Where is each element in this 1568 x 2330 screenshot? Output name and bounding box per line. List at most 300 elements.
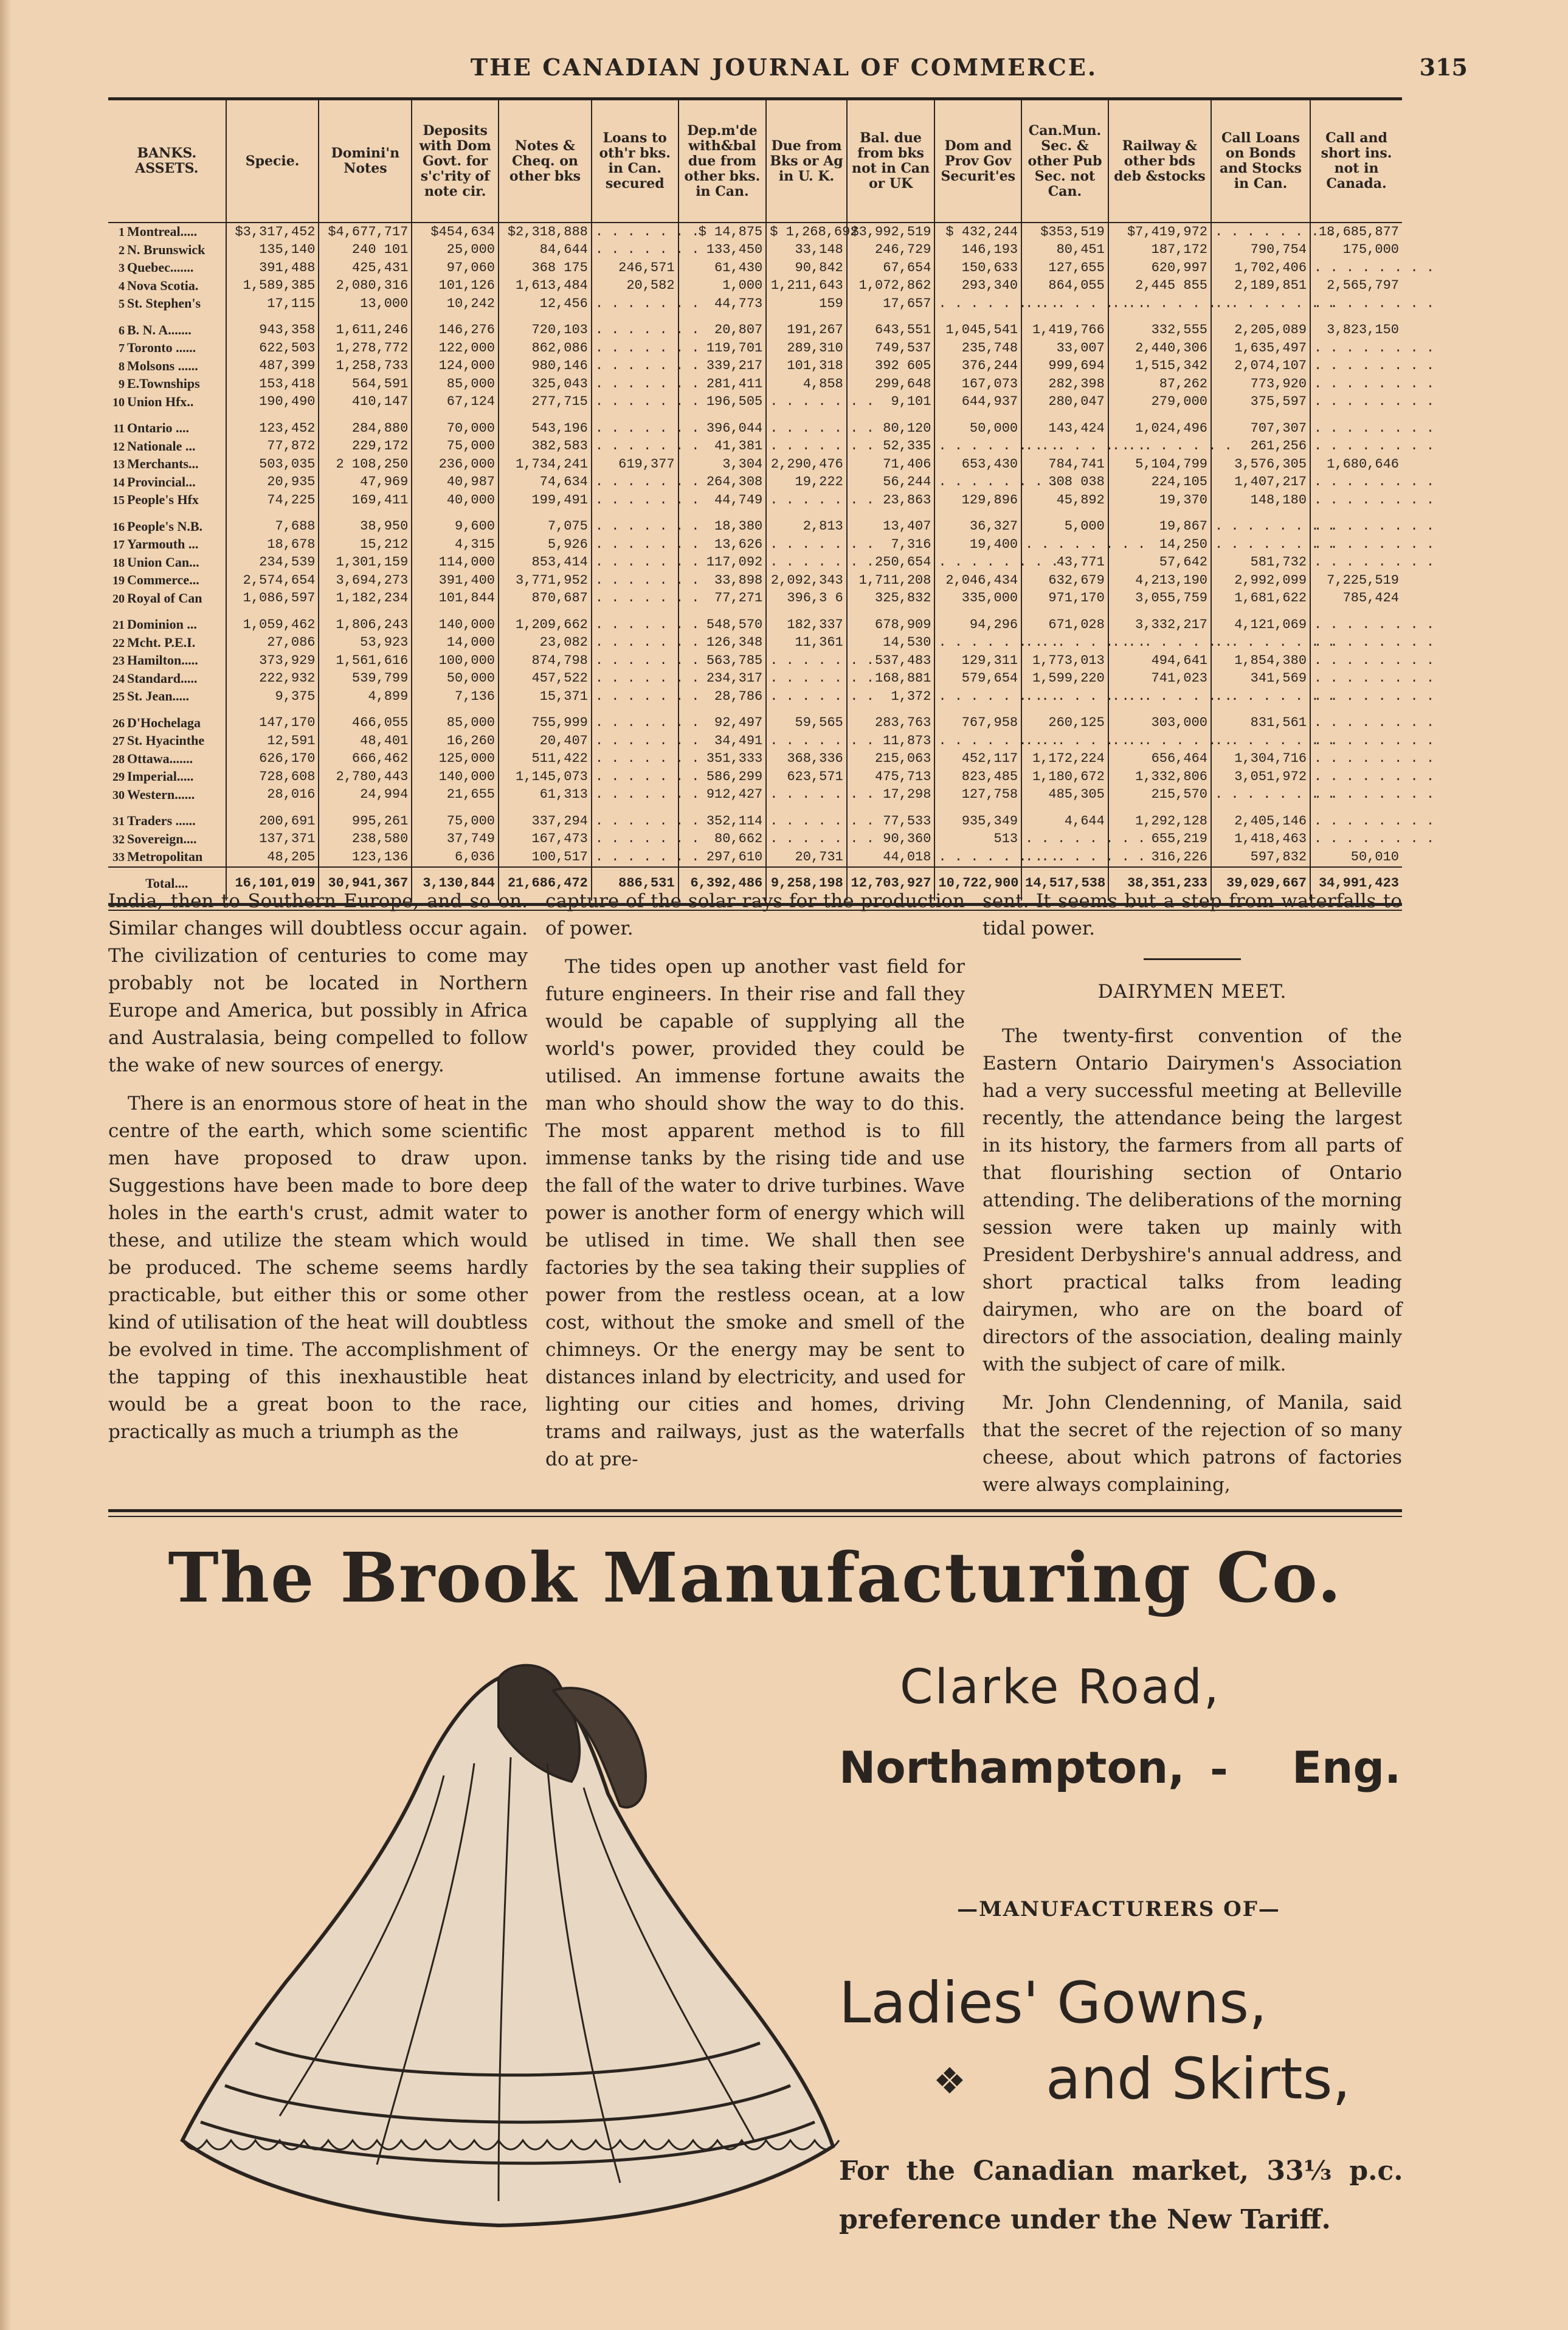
value-cell: 563,785 [679,652,767,670]
value-cell: 125,000 [412,750,499,769]
row-number: 18 [112,556,125,570]
col3-para-2: Mr. John Clendenning, of Manila, said that the secret of the rejection of so many cheese, about which patrons of factories were always complaining, [983,1392,1402,1496]
value-cell: 229,172 [319,438,412,456]
value-cell: 3,694,273 [319,572,412,590]
value-cell: . . . . . . . [592,590,679,608]
value-cell: 579,654 [934,670,1021,688]
value-cell: . . . . . . . [766,411,846,438]
value-cell: 40,000 [412,491,499,510]
value-cell: . . . . . . . . [1108,295,1211,313]
row-number: 15 [112,494,125,507]
value-cell: 123,136 [319,848,412,867]
bank-name-cell [108,607,226,634]
value-cell: 3,051,972 [1211,768,1310,786]
row-number: 1 [119,226,125,239]
value-cell: 5,104,799 [1108,455,1211,474]
ad-product-gowns: Ladies' Gowns, [839,1970,1267,2036]
value-cell: 457,522 [499,670,592,688]
value-cell: 1,304,716 [1211,750,1310,769]
value-cell: 475,713 [847,768,935,786]
value-cell: 44,773 [679,295,767,313]
value-cell: 2,092,343 [766,572,846,590]
value-cell: 123,452 [226,411,319,438]
value-cell: 503,035 [226,455,319,474]
value-cell: 335,000 [934,590,1021,608]
value-cell: 2,405,146 [1211,804,1310,831]
value-cell: . . . . . . . [592,313,679,340]
value-cell: 9,375 [226,688,319,706]
row-number: 8 [119,359,125,373]
bank-name: St. Jean..... [127,688,190,703]
value-cell: 222,932 [226,670,319,688]
column-header: Call and short ins. not in Canada. [1310,100,1402,223]
value-cell: 853,414 [499,554,592,572]
value-cell: 21,655 [412,786,499,804]
value-cell: 277,715 [499,393,592,412]
value-cell: 126,348 [679,634,767,652]
value-cell: 234,539 [226,554,319,572]
value-cell: 169,411 [319,491,412,510]
value-cell: 1,854,380 [1211,652,1310,670]
value-cell: . . . . . . . . [934,474,1021,492]
value-cell: 75,000 [412,804,499,831]
value-cell: 199,491 [499,491,592,510]
value-cell: 487,399 [226,358,319,376]
table-row [108,848,1402,867]
value-cell: . . . . . . . . [934,688,1021,706]
row-number: 25 [112,690,125,703]
table-row [108,277,1402,296]
bank-name: E.Townships [127,376,200,391]
bank-name: Ottawa....... [127,750,193,766]
column-header: Bal. due from bks not in Can or UK [847,100,935,223]
value-cell: . . . . . . . . [1310,706,1402,733]
value-cell: 943,358 [226,313,319,340]
value-cell: 1,059,462 [226,607,319,634]
bank-name-cell [108,848,226,867]
value-cell: 175,000 [1310,241,1402,260]
column-1 [108,888,528,1457]
value-cell: 75,000 [412,438,499,456]
value-cell: . . . . . . . . [1021,536,1108,554]
value-cell: 671,028 [1021,607,1108,634]
value-cell: 114,000 [412,554,499,572]
value-cell: 1,332,806 [1108,768,1211,786]
value-cell: . . . . . . . [592,607,679,634]
value-cell: 1,734,241 [499,455,592,474]
value-cell: 18,678 [226,536,319,554]
row-number: 7 [119,342,125,355]
value-cell: 410,147 [319,393,412,412]
value-cell: 1,182,234 [319,590,412,608]
bank-name: Royal of Can [127,590,202,606]
value-cell: 50,000 [412,670,499,688]
bank-name: B. N. A....... [127,322,192,337]
value-cell: 980,146 [499,358,592,376]
value-cell: 53,923 [319,634,412,652]
value-cell: 167,473 [499,831,592,849]
bank-name-cell [108,634,226,652]
value-cell: 196,505 [679,393,767,412]
column-header: Dom and Prov Gov Securit'es [934,100,1021,223]
value-cell: 586,299 [679,768,767,786]
value-cell: 94,296 [934,607,1021,634]
row-number: 10 [112,395,125,409]
value-cell: 325,043 [499,375,592,393]
row-number: 30 [112,788,125,802]
bank-name-cell [108,223,226,241]
total-cell: 34,991,423 [1310,867,1402,901]
row-number: 32 [112,832,125,846]
section-heading: DAIRYMEN MEET. [1097,981,1287,1003]
value-cell: . . . . . . . . [1310,259,1402,277]
total-cell: 886,531 [592,867,679,901]
total-cell: 21,686,472 [499,867,592,901]
bank-name: Mcht. P.E.I. [127,634,196,650]
value-cell: 741,023 [1108,670,1211,688]
value-cell: 293,340 [934,277,1021,296]
table-row [108,295,1402,313]
value-cell: 325,832 [847,590,935,608]
value-cell: 912,427 [679,786,767,804]
value-cell: 2,574,654 [226,572,319,590]
value-cell: 375,597 [1211,393,1310,412]
value-cell: 140,000 [412,607,499,634]
bank-name: Molsons ...... [127,358,198,373]
value-cell: 2 108,250 [319,455,412,474]
bank-name-cell [108,455,226,474]
value-cell: . . . . . . . [592,339,679,358]
value-cell: . . . . . . . . [1310,393,1402,412]
value-cell: 127,758 [934,786,1021,804]
value-cell: 148,180 [1211,491,1310,510]
row-number: 28 [112,752,125,766]
bank-name-cell [108,510,226,536]
value-cell: 150,633 [934,259,1021,277]
value-cell: . . . . . . . . [1310,491,1402,510]
value-cell: 238,580 [319,831,412,849]
value-cell: 80,451 [1021,241,1108,260]
bank-name: Standard..... [127,670,198,686]
value-cell: 1,292,128 [1108,804,1211,831]
bank-name: D'Hochelaga [127,714,201,730]
value-cell: 153,418 [226,375,319,393]
table-row [108,634,1402,652]
value-cell: 2,205,089 [1211,313,1310,340]
ad-top-thin-rule [108,1516,1402,1517]
bank-name-cell [108,554,226,572]
value-cell: . . . . . . . . [934,732,1021,750]
value-cell: 19,222 [766,474,846,492]
value-cell: 643,551 [847,313,935,340]
value-cell: 870,687 [499,590,592,608]
value-cell: . . . . . . . . [1310,339,1402,358]
col2-para-1: capture of the solar rays for the production of power. [545,890,965,939]
value-cell: 77,533 [847,804,935,831]
value-cell: 1,209,662 [499,607,592,634]
value-cell: 537,483 [847,652,935,670]
value-cell: 34,491 [679,732,767,750]
value-cell: 101,126 [412,277,499,296]
value-cell: 1,407,217 [1211,474,1310,492]
value-cell: 2,074,107 [1211,358,1310,376]
value-cell: 548,570 [679,607,767,634]
value-cell: 129,311 [934,652,1021,670]
row-number: 9 [119,378,125,391]
value-cell: 280,047 [1021,393,1108,412]
value-cell: 38,950 [319,510,412,536]
table-row [108,358,1402,376]
value-cell: 790,754 [1211,241,1310,260]
value-cell: . . . . . . . [592,491,679,510]
value-cell: . . . . . . . . [1310,375,1402,393]
page-header [0,54,1568,90]
table-row [108,491,1402,510]
bank-name-cell [108,438,226,456]
col3-intro: sent. It seems but a step from waterfalls to tidal power. [983,890,1402,939]
value-cell: 864,055 [1021,277,1108,296]
value-cell: . . . . . . . [592,554,679,572]
value-cell: . . . . . . . . [1021,831,1108,849]
value-cell: 466,055 [319,706,412,733]
bank-name-cell [108,375,226,393]
value-cell: . . . . . . . . [1108,688,1211,706]
value-cell: . . . . . . . . [1211,223,1310,241]
bank-name-cell [108,277,226,296]
row-number: 24 [112,672,125,686]
value-cell: $ 432,244 [934,223,1021,241]
bank-name: Sovereign.... [127,831,197,846]
value-cell: 2,080,316 [319,277,412,296]
value-cell: 14,250 [1108,536,1211,554]
value-cell: 224,105 [1108,474,1211,492]
value-cell: . . . . . . . [592,786,679,804]
value-cell: 12,456 [499,295,592,313]
value-cell: 831,561 [1211,706,1310,733]
value-cell: 339,217 [679,358,767,376]
bank-name: St. Hyacinthe [127,733,205,748]
value-cell: 1,372 [847,688,935,706]
value-cell: 391,488 [226,259,319,277]
value-cell: 1,515,342 [1108,358,1211,376]
value-cell: 190,490 [226,393,319,412]
row-number: 13 [112,458,125,471]
value-cell: 999,694 [1021,358,1108,376]
value-cell: 299,648 [847,375,935,393]
value-cell: . . . . . . . [766,652,846,670]
table-row [108,768,1402,786]
value-cell: 16,260 [412,732,499,750]
value-cell: 4,121,069 [1211,607,1310,634]
value-cell: 100,000 [412,652,499,670]
bank-name-cell [108,831,226,849]
bank-name: People's N.B. [127,518,203,534]
value-cell: 767,958 [934,706,1021,733]
value-cell: . . . . . . . [766,670,846,688]
value-cell: 332,555 [1108,313,1211,340]
table-row [108,438,1402,456]
value-cell: $7,419,972 [1108,223,1211,241]
value-cell: 1,681,622 [1211,590,1310,608]
value-cell: . . . . . . . . [1310,607,1402,634]
value-cell: . . . . . . . . [934,295,1021,313]
value-cell: 11,361 [766,634,846,652]
value-cell: . . . . . . . . [1211,634,1310,652]
bank-name: Yarmouth ... [127,536,199,551]
value-cell: . . . . . . . [766,536,846,554]
value-cell: . . . . . . . . [1310,554,1402,572]
total-cell: 30,941,367 [319,867,412,901]
value-cell: 167,073 [934,375,1021,393]
bank-name: Ontario .... [127,420,190,435]
value-cell: 656,464 [1108,750,1211,769]
bank-name-cell [108,491,226,510]
value-cell: 23,863 [847,491,935,510]
row-number: 5 [119,297,125,311]
value-cell: 2,565,797 [1310,277,1402,296]
value-cell: 1,680,646 [1310,455,1402,474]
value-cell: . . . . . . . . [1310,358,1402,376]
value-cell: $454,634 [412,223,499,241]
value-cell: 1,278,772 [319,339,412,358]
value-cell: 279,000 [1108,393,1211,412]
value-cell: 337,294 [499,804,592,831]
value-cell: 749,537 [847,339,935,358]
bank-name: People's Hfx [127,492,199,507]
value-cell: 20,935 [226,474,319,492]
value-cell: 5,926 [499,536,592,554]
value-cell: 10,242 [412,295,499,313]
value-cell: . . . . . . . . [1021,848,1108,867]
value-cell: 50,010 [1310,848,1402,867]
value-cell: 191,267 [766,313,846,340]
value-cell: 119,701 [679,339,767,358]
row-number: 31 [112,815,125,828]
value-cell: . . . . . . . [592,688,679,706]
table-row [108,732,1402,750]
text-columns [108,888,1402,1496]
value-cell: . . . . . . . [766,831,846,849]
value-cell: 67,124 [412,393,499,412]
bank-name: Dominion ... [127,617,197,632]
value-cell: 373,929 [226,652,319,670]
value-cell: 146,193 [934,241,1021,260]
value-cell: . . . . . . . . [1310,474,1402,492]
value-cell: 135,140 [226,241,319,260]
value-cell: 90,360 [847,831,935,849]
value-cell: . . . . . . . . [934,554,1021,572]
row-number: 2 [119,243,125,257]
value-cell: 1,172,224 [1021,750,1108,769]
value-cell: . . . . . . . . [1310,510,1402,536]
table-row [108,607,1402,634]
value-cell: 623,571 [766,768,846,786]
value-cell: 6,036 [412,848,499,867]
value-cell: . . . . . . . [766,554,846,572]
value-cell: 1,711,208 [847,572,935,590]
value-cell: 619,377 [592,455,679,474]
value-cell: 7,316 [847,536,935,554]
table-row [108,411,1402,438]
value-cell: 283,763 [847,706,935,733]
value-cell: 396,3 6 [766,590,846,608]
value-cell: 14,000 [412,634,499,652]
value-cell: . . . . . . . . [1310,688,1402,706]
value-cell: 995,261 [319,804,412,831]
value-cell: 27,086 [226,634,319,652]
table-row [108,750,1402,769]
bank-name: Commerce... [127,572,199,587]
value-cell: 234,317 [679,670,767,688]
value-cell: 77,271 [679,590,767,608]
bank-name: Merchants... [127,456,199,471]
ornament-icon: ❖ [933,2060,966,2103]
bank-name-cell [108,411,226,438]
value-cell: . . . . . . . . [1211,688,1310,706]
value-cell: 539,799 [319,670,412,688]
value-cell: 874,798 [499,652,592,670]
value-cell: . . . . . . . . [1310,732,1402,750]
bank-name-cell [108,786,226,804]
table-row [108,339,1402,358]
value-cell: 3,771,952 [499,572,592,590]
row-number: 22 [112,636,125,650]
value-cell: 368,336 [766,750,846,769]
bank-name: Union Hfx.. [127,393,194,409]
table-header-row [108,100,1402,223]
value-cell: 351,333 [679,750,767,769]
bank-name-cell [108,804,226,831]
ad-top-rule [108,1509,1402,1512]
value-cell: . . . . . . . [592,831,679,849]
table-row [108,706,1402,733]
value-cell: 3,332,217 [1108,607,1211,634]
row-number: 6 [119,323,125,337]
value-cell: 101,318 [766,358,846,376]
value-cell: 1,599,220 [1021,670,1108,688]
value-cell: 143,424 [1021,411,1108,438]
value-cell: 352,114 [679,804,767,831]
value-cell: . . . . . . . [592,804,679,831]
total-cell: 12,703,927 [847,867,935,901]
value-cell: 2,189,851 [1211,277,1310,296]
bank-table [108,100,1435,901]
value-cell: 15,371 [499,688,592,706]
value-cell: 19,370 [1108,491,1211,510]
value-cell: 1,611,246 [319,313,412,340]
value-cell: . . . . . . . . [1021,688,1108,706]
value-cell: 368 175 [499,259,592,277]
value-cell: 20,731 [766,848,846,867]
value-cell: 23,082 [499,634,592,652]
value-cell: 4,899 [319,688,412,706]
value-cell: 655,219 [1108,831,1211,849]
row-number: 12 [112,440,125,454]
value-cell: . . . . . . . . [1211,510,1310,536]
value-cell: 159 [766,295,846,313]
value-cell: . . . . . . . . [1021,732,1108,750]
value-cell: 15,212 [319,536,412,554]
row-number: 23 [112,654,125,668]
value-cell: 56,244 [847,474,935,492]
value-cell: 124,000 [412,358,499,376]
ad-dash: - [1210,1742,1228,1794]
value-cell: . . . . . . . . [934,634,1021,652]
value-cell: 18,380 [679,510,767,536]
value-cell: 24,994 [319,786,412,804]
value-cell: . . . . . . . [592,732,679,750]
value-cell: 71,406 [847,455,935,474]
